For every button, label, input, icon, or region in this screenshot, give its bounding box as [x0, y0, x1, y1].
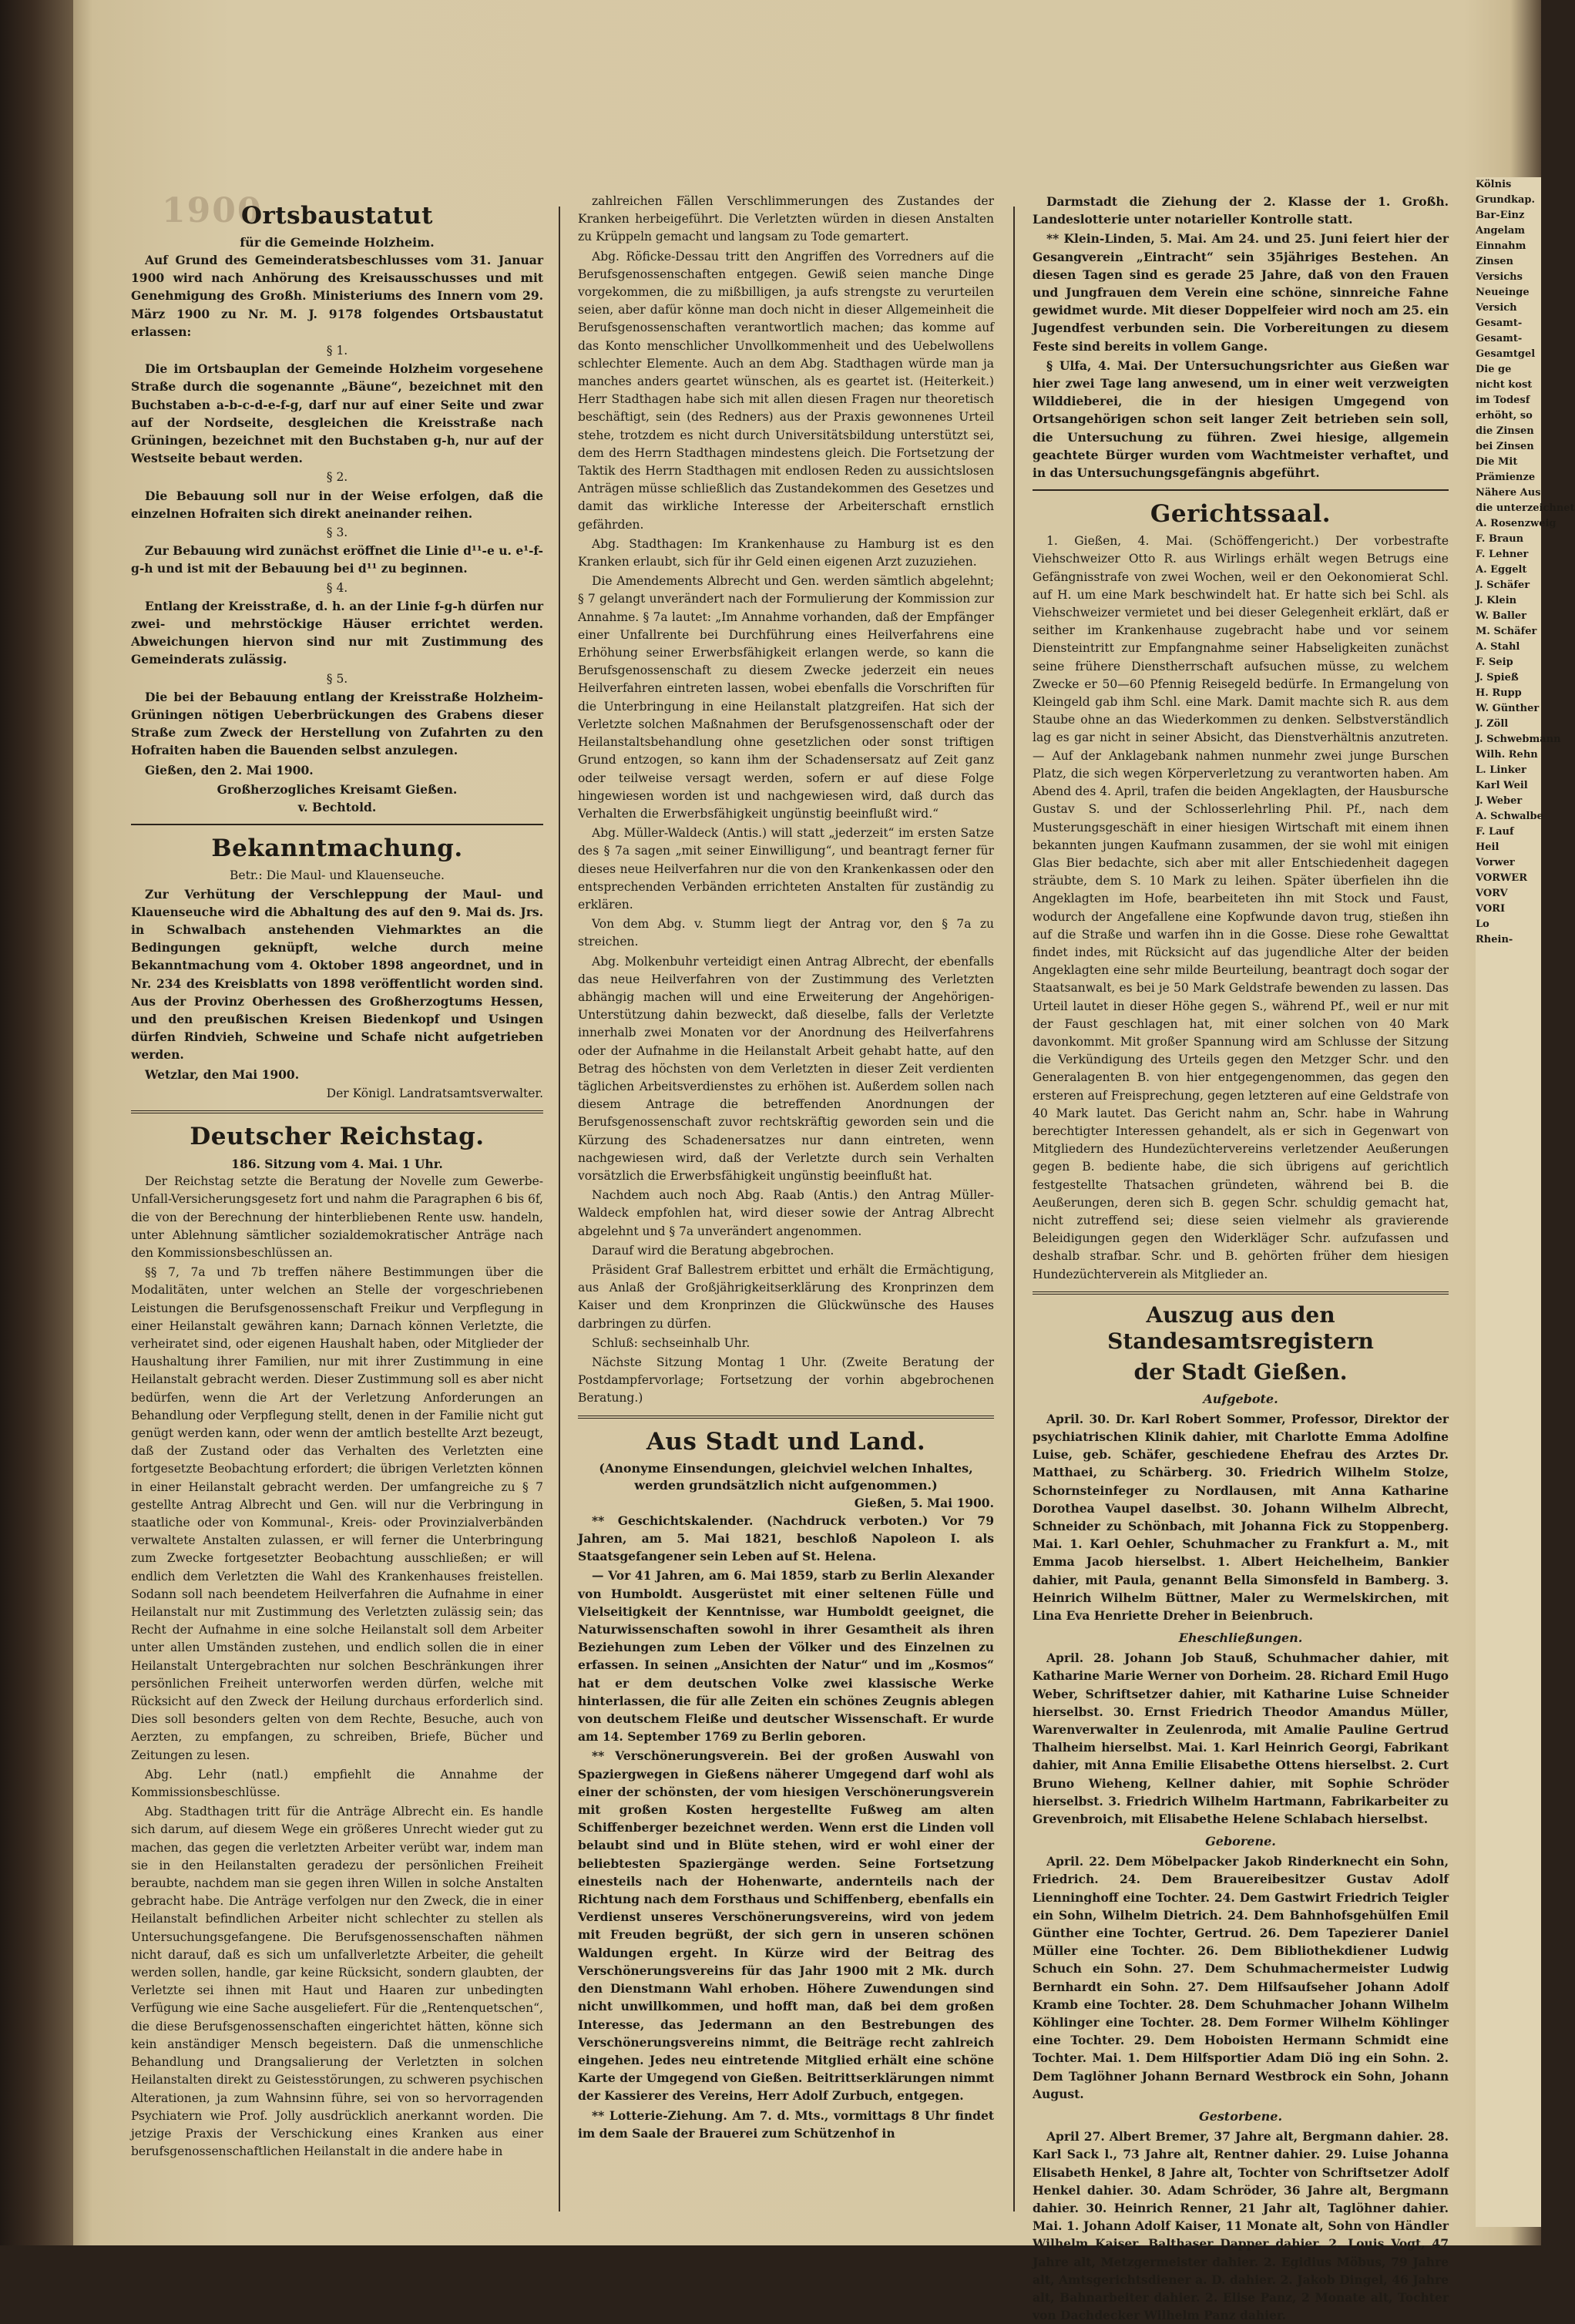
bekanntmachung-subject: Betr.: Die Maul- und Klauenseuche.	[230, 868, 445, 883]
column-2	[578, 193, 994, 2211]
bekanntmachung-text: Zur Verhütung der Verschleppung der Maul- und Klauenseuche wird die Abhaltung des auf den 9. Mai ds. Jrs. in Schwalbach anstehenden Viehmarktes an die Bedingungen geknüpft, welche durch meine Bekanntmachung vom 4. Oktober 1898 angeordnet, und in Nr. 234 des Kreisblatts von 1898 veröffentlicht worden sind. Aus der Provinz Oberhessen des Großherzogtums Hessen, und den preußischen Kreisen Biedenkopf und Usingen dürfen Rindvieh, Schweine und Schafe nicht aufgetrieben werden.	[131, 886, 543, 1063]
strip-line: Einnahm	[1476, 240, 1526, 252]
divider	[131, 824, 543, 825]
strip-line: Die ge	[1476, 364, 1512, 375]
strip-line: Rhein-	[1476, 934, 1513, 945]
news-item: § Ulfa, 4. Mai. Der Untersuchungsrichter aus Gießen war hier zwei Tage lang anwesend, um in einer weit verzweigten Wilddieberei, die in der hiesigen Umgegend von Ortsangehörigen schon seit langer Zeit betrieben sein soll, die Untersuchung zu führen. Zwei hiesige, allgemein geachtete Bürger wurden vom Wachtmeister verhaftet, und in das Untersuchungsgefängnis abgeführt.	[1033, 358, 1449, 481]
strip-line: A. Eggelt	[1476, 564, 1527, 576]
strip-line: F. Lehner	[1476, 549, 1529, 560]
strip-line: Gesamtgel	[1476, 348, 1536, 360]
column-rule	[559, 207, 560, 2211]
reichstag-sitting: 186. Sitzung vom 4. Mai. 1 Uhr.	[231, 1156, 443, 1171]
strip-line: J. Klein	[1476, 595, 1517, 606]
reichstag-text: Die Amendements Albrecht und Gen. werden sämtlich abgelehnt; § 7 gelangt unverändert nach der Formulierung der Kommission zur Annahme. § 7a lautet: „Im Annahme vorhanden, daß der Empfänger einer Unfallrente bei Durchführung eines Heilverfahrens eine Erhöhung seiner Erwerbsfähigkeit erlangen werde, so kann die Berufsgenossenschaft zu diesem Zwecke jederzeit ein neues Heilverfahren eintreten lassen, wobei ebenfalls die Vorschriften für die Unterbringung in eine Heilanstalt platzgreifen. Hat sich der Verletzte solchen Maßnahmen der Berufsgenossenschaft oder der Heilanstaltsbehandlung ohne gesetzlichen oder sonst triftigen Grund entzogen, so kann ihm der Schadensersatz auf Zeit ganz oder teilweise versagt werden, sofern er auf diese Folge hingewiesen worden ist und nachgewiesen wird, daß durch das Verhalten die Erwerbsfähigkeit ungünstig beeinflußt wird.“	[578, 574, 994, 821]
strip-line: M. Schäfer	[1476, 626, 1537, 637]
strip-line: bei Zinsen	[1476, 441, 1534, 452]
divider	[1033, 489, 1449, 491]
strip-line: A. Schwalbe	[1476, 811, 1543, 822]
reichstag-text: Abg. Stadthagen: Im Krankenhause zu Hamburg ist es den Kranken erlaubt, sich für ihr Geld einen eigenen Arzt zuzuziehen.	[578, 536, 994, 569]
ortsbaustatut-date: Gießen, den 2. Mai 1900.	[145, 762, 314, 777]
news-item: Darmstadt die Ziehung der 2. Klasse der 1. Großh. Landeslotterie unter notarieller Kontrolle statt.	[1033, 194, 1449, 227]
strip-line: VORWER	[1476, 872, 1528, 884]
section-gestorbene: Gestorbene.	[1198, 2109, 1283, 2124]
strip-line: F. Braun	[1476, 533, 1524, 545]
paragraph-number: § 3.	[326, 526, 348, 540]
divider	[1033, 1291, 1449, 1295]
strip-line: Nähere Aus	[1476, 487, 1541, 499]
reichstag-text: Der Reichstag setzte die Beratung der Novelle zum Gewerbe-Unfall-Versicherungsgesetz fort und nahm die Paragraphen 6 bis 6f, die von der Berechnung der hinterbliebenen Rente usw. handeln, unter Ablehnung sämtlicher sozialdemokratischer Anträge nach den Kommissionsbeschlüssen an.	[131, 1174, 543, 1260]
reichstag-text: Nächste Sitzung Montag 1 Uhr. (Zweite Beratung der Postdampfervorlage; Fortsetzung der vorhin abgebrochenen Beratung.)	[578, 1355, 994, 1405]
strip-line: VORI	[1476, 903, 1506, 915]
news-item: ** Klein-Linden, 5. Mai. Am 24. und 25. Juni feiert hier der Gesangverein „Eintracht“ sein 35jähriges Bestehen. An diesen Tagen sind es gerade 25 Jahre, daß von den Frauen und Jungfrauen dem Verein eine schöne, sinnreiche Fahne gewidmet wurde. Mit dieser Doppelfeier wird noch am 25. ein Jugendfest verbunden sein. Die Vorbereitungen zu diesem Feste sind bereits in vollem Gange.	[1033, 231, 1449, 354]
strip-line: J. Zöll	[1476, 718, 1509, 730]
paragraph-number: § 2.	[326, 470, 348, 485]
section-aufgebote: Aufgebote.	[1203, 1391, 1278, 1406]
strip-line: nicht kost	[1476, 379, 1533, 391]
column-rule	[1013, 207, 1015, 2211]
reichstag-text: Abg. Lehr (natl.) empfiehlt die Annahme der Kommissionsbeschlüsse.	[131, 1767, 543, 1800]
reichstag-title: Deutscher Reichstag.	[190, 1122, 485, 1150]
strip-line: die unterzeichnet	[1476, 502, 1575, 514]
strip-line: die Zinsen	[1476, 425, 1534, 437]
ortsbaustatut-signature: v. Bechtold.	[297, 800, 377, 815]
reichstag-text: Abg. Stadthagen tritt für die Anträge Albrecht ein. Es handle sich darum, auf diesem Wege ein größeres Unrecht wieder gut zu machen, das gegen die verletzten Arbeiter verübt war, indem man sie in den Heilanstalten geradezu der persönlichen Freiheit beraubte, nachdem man sie gegen ihren Willen in solche Anstalten gebracht habe. Die Anträge verfolgen nur den Zweck, die in einer Heilanstalt befindlichen Arbeiter nicht schlechter zu stellen als Untersuchungsgefangene. Die Berufsgenossenschaften nähmen nicht darauf, daß es sich um unfallverletzte Arbeiter, die geheilt werden sollen, handle, gar keine Rücksicht, sondern glaubten, der Verletzte sei ihnen mit Haut und Haaren zur unbedingten Verfügung wie eine Sache ausgeliefert. Für die „Rentenquetschen“, die diese Berufsgenossenschaften eingerichtet hätten, könne sich kein anständiger Mensch begeistern. Daß die unmenschliche Behandlung und Drangsalierung der Verletzten in solchen Heilanstalten direkt zu Geistesstörungen, zu schweren psychischen Alterationen, ja zum Wahnsinn führe, sei von so hervorragenden Psychiatern wie Prof. Jolly ausdrücklich anerkannt worden. Die jetzige Praxis der Verschickung eines Kranken aus einer berufsgenossenschaftlichen Heilanstalt in die andere habe in	[131, 1805, 543, 2159]
aus-stadt-title: Aus Stadt und Land.	[646, 1427, 926, 1456]
strip-line: Heil	[1476, 841, 1499, 853]
paragraph-text: Die Bebauung soll nur in der Weise erfolgen, daß die einzelnen Hofraiten sich direkt aneinander reihen.	[131, 488, 543, 521]
strip-line: J. Schwebmann	[1476, 734, 1561, 745]
strip-line: L. Linker	[1476, 764, 1526, 776]
strip-line: Kölnis	[1476, 179, 1512, 190]
reichstag-text: §§ 7, 7a und 7b treffen nähere Bestimmungen über die Modalitäten, unter welchen an Stelle der vorgeschriebenen Leistungen die Berufsgenossenschaft Freikur und Verpflegung in einer Heilanstalt gewähren kann; Darnach können Verletzte, die verheiratet sind, oder eigenen Haushalt haben, oder Mitglieder der Haushaltung ihrer Familien, nur mit ihrer Zustimmung in eine Heilanstalt gebracht werden. Dieser Zustimmung soll es aber nicht bedürfen, wenn die Art der Verletzung Anforderungen an Behandlung oder Verpflegung stellt, denen in der Familie nicht gut genügt werden kann, oder wenn der amtlich bestellte Arzt bezeugt, daß der Zustand oder das Verhalten des Verletzten eine fortgesetzte Beobachtung erfordert; die übrigen Verletzten können in einer Heilanstalt gebracht werden. Der umfangreiche zu § 7 gestellte Antrag Albrecht und Gen. will nur die Verbringung in staatliche oder von Kommunal-, Kreis- oder Provinzialverbänden verwaltete Anstalten zulassen, er will ferner die Unterbringung zum Zwecke fortgesetzter Beobachtung ausschließen; er will endlich dem Verletzten die Wahl des Krankenhauses freistellen. Sodann soll nach beendetem Heilverfahren die Aufnahme in einer Heilanstalt nur mit Zustimmung des Verletzten zulässig sein; das Recht der Aufnahme in eine solche Heilanstalt soll dem Arbeiter unter allen Umständen zustehen, und endlich sollen die in einer Heilanstalt Untergebrachten nur solchen Beschränkungen ihrer persönlichen Freiheit unterworfen werden dürfen, welche mit Rücksicht auf den Zweck der Heilung durchaus erforderlich sind. Dies soll besonders gelten von dem Rechte, Besuche, auch von Aerzten, zu empfangen, zu schreiben, Briefe, Bücher und Zeitungen zu lesen.	[131, 1265, 543, 1762]
divider	[131, 1110, 543, 1113]
strip-line: A. Stahl	[1476, 641, 1520, 653]
aus-stadt-note: (Anonyme Einsendungen, gleichviel welchen Inhaltes, werden grundsätzlich nicht aufgenommen.)	[599, 1460, 973, 1493]
reichstag-text: Abg. Müller-Waldeck (Antis.) will statt „jederzeit“ im ersten Satze des § 7a sagen „mit seiner Einwilligung“, und beantragt ferner für dieses neue Heilverfahren nur die von den Krankenkassen oder den entsprechenden Verbänden errichteten Anstalten für zuständig zu erklären.	[578, 826, 994, 912]
strip-line: Prämienze	[1476, 472, 1536, 483]
reichstag-text: Abg. Molkenbuhr verteidigt einen Antrag Albrecht, der ebenfalls das neue Heilverfahren von der Zustimmung des Verletzten abhängig machen will und eine Erweiterung der Angehörigen-Unterstützung dahin bezweckt, daß dieselbe, falls der Verletzte innerhalb zwei Monaten vor der Anordnung des Heilverfahrens oder der Aufnahme in die Heilanstalt Arbeit gehabt hatte, auf den Betrag des höchsten von dem Verletzten in dieser Zeit verdienten täglichen Arbeitsverdienstes zu erhöhen ist. Außerdem sollen nach diesem Antrage die betreffenden Anordnungen der Berufsgenossenschaft zuvor rechtskräftig geworden sein und die Kürzung des Schadenersatzes nur dann eintreten, wenn nachgewiesen wird, daß der Verletzte durch sein Verhalten vorsätzlich die Erwerbsfähigkeit ungünstig beeinflußt hat.	[578, 954, 994, 1183]
strip-line: J. Schäfer	[1476, 579, 1530, 591]
adjacent-page-strip	[1476, 177, 1575, 2227]
strip-line: VORV	[1476, 888, 1508, 899]
paragraph-number: § 5.	[326, 671, 348, 686]
bekanntmachung-date: Wetzlar, den Mai 1900.	[145, 1066, 300, 1082]
paragraph-number: § 4.	[326, 580, 348, 595]
ortsbaustatut-subtitle: für die Gemeinde Holzheim.	[240, 235, 435, 250]
strip-line: Versich	[1476, 302, 1517, 314]
standesamt-title: Auszug aus den Standesamtsregistern	[1107, 1301, 1374, 1354]
strip-line: Versichs	[1476, 271, 1523, 283]
news-item: ** Geschichtskalender. (Nachdruck verboten.) Vor 79 Jahren, am 5. Mai 1821, beschloß Napoleon I. als Staatsgefangener sein Leben auf St. Helena.	[578, 1513, 994, 1564]
year-stamp: 1900	[162, 191, 263, 230]
ortsbaustatut-authority: Großherzogliches Kreisamt Gießen.	[217, 781, 458, 797]
reichstag-text: Von dem Abg. v. Stumm liegt der Antrag vor, den § 7a zu streichen.	[578, 917, 994, 949]
paragraph-number: § 1.	[326, 344, 348, 358]
gerichtssaal-title: Gerichtssaal.	[1150, 500, 1332, 529]
reichstag-text: zahlreichen Fällen Verschlimmerungen des Zustandes der Kranken herbeigeführt. Die Verletzten würden in diesen Anstalten zu Krüppeln gemacht und langsam zu Tode gemartert.	[578, 194, 994, 244]
newspaper-page	[131, 193, 1449, 2323]
column-1	[131, 193, 543, 2211]
strip-line: Vorwer	[1476, 857, 1515, 868]
bekanntmachung-title: Bekanntmachung.	[211, 835, 463, 863]
strip-line: Wilh. Rehn	[1476, 749, 1538, 761]
divider	[578, 1416, 994, 1419]
section-geborene: Geborene.	[1205, 1834, 1276, 1849]
strip-line: Gesamt-	[1476, 317, 1523, 329]
standesamt-title-line2: der Stadt Gießen.	[1133, 1358, 1348, 1385]
strip-line: Bar-Einz	[1476, 210, 1525, 221]
strip-line: F. Seip	[1476, 657, 1513, 668]
strip-line: Zinsen	[1476, 256, 1513, 267]
paragraph-text: Entlang der Kreisstraße, d. h. an der Linie f-g-h dürfen nur zwei- und mehrstöckige Häuser errichtet werden. Abweichungen hiervon sind nur mit Zustimmung des Gemeinderats zulässig.	[131, 598, 543, 667]
gerichtssaal-text: 1. Gießen, 4. Mai. (Schöffengericht.) Der vorbestrafte Viehschweizer Otto R. aus Wirlings erhält wegen Betrugs eine Gefängnisstrafe von zwei Wochen, weil er den Oekonomierat Schl. auf H. um eine Mark beschwindelt hat. Er hatte sich bei Schl. als Viehschweizer vermietet und bei dieser Gelegenheit erklärt, daß er seither im Krankenhause zugebracht habe und vor seinem Diensteintritt zur Empfangnahme seiner Habseligkeiten zunächst seine frühere Dienstherrschaft aufsuchen müsse, zu welchem Zwecke er 50—60 Pfennig Reisegeld bedürfe. In Ermangelung von Kleingeld gab ihm Schl. eine Mark. Damit machte sich R. aus dem Staube ohne an das Wiederkommen zu denken. Selbstverständlich lag es gar nicht in seiner Absicht, das Dienstverhältnis anzutreten. — Auf der Anklagebank nahmen nunmehr zwei junge Burschen Platz, die sich wegen Körperverletzung zu verantworten haben. Am Abend des 4. April, trafen die beiden Angeklagten, der Hausbursche Gustav S. und der Schlosserlehrling Phil. Pf., nach dem Musterungsgeschäft in einer hiesigen Wirtschaft mit einem ihnen bekannten jungen Kaufmann zusammen, der sie wohl mit einigen Glas Bier bedachte, sich aber mit aller Entschiedenheit dagegen sträubte, dem S. 10 Mark zu leihen. Später überfielen ihn die Angeklagten im Hofe, bearbeiteten ihn mit Stock und Faust, wodurch der Angefallene eine Kopfwunde davon trug, stießen ihn auf die Straße und warfen ihn in die Gosse. Diese rohe Gewalttat findet indes, mit Rücksicht auf das jugendliche Alter der beiden Angeklagten eine sehr milde Beurteilung, beantragt doch sogar der Staatsanwalt, es bei je 50 Mark Geldstrafe bewenden zu lassen. Das Urteil lautet in dieser Höhe gegen S., während Pf., weil er nur mit der Faust geschlagen hat, mit einer solchen von 40 Mark davonkommt. Mit großer Spannung wird am Schlusse der Sitzung die Verkündigung des Urteils gegen den Metzger Schr. und den Generalagenten B. von hier entgegengenommen, das gegen den ersteren auf Freisprechung, gegen letzteren auf eine Geldstrafe von 40 Mark lautet. Das Gericht nahm an, Schr. habe in Wahrung berechtigter Interessen gehandelt, als er sich in Gegenwart von Mitgliedern des Hundezüchtervereins verletzender Aeußerungen gegen B. bediente habe, die sich übrigens auf gerichtlich festgestellte Thatsachen gründeten, während bei B. die Aeußerungen, deren sich B. gegen Schr. schuldig gemacht hat, nicht zutreffend sei; diese seien vielmehr als gravierende Beleidigungen gegen den Widerkläger Schr. aufzufassen und deshalb strafbar. Schr. und B. gehörten früher dem hiesigen Hundezüchterverein als Mitglieder an.	[1033, 534, 1449, 1281]
strip-line: J. Weber	[1476, 795, 1523, 807]
paragraph-text: Zur Bebauung wird zunächst eröffnet die Linie d¹¹-e u. e¹-f-g-h und ist mit der Bebauung bei d¹¹ zu beginnen.	[131, 543, 543, 576]
reichstag-text: Darauf wird die Beratung abgebrochen.	[592, 1243, 835, 1258]
reichstag-text: Abg. Röficke-Dessau tritt den Angriffen des Vorredners auf die Berufsgenossenschaften entgegen. Gewiß seien manche Dinge vorgekommen, die zu mißbilligen, ja aufs strengste zu verurteilen seien, aber dafür könne man doch nicht in dieser Allgemeinheit die Berufsgenossenschaften verantwortlich machen; das komme auf das Konto menschlicher Unvollkommenheit und des Uebelwollens schlechter Elemente. Auch an dem Abg. Stadthagen würde man ja manches anders geartet wünschen, als es geartet ist. (Heiterkeit.) Herr Stadthagen habe sich mit allen diesen Fragen nur theoretisch beschäftigt, sein (des Redners) aus der Praxis gewonnenes Urteil stehe, trotzdem es nicht durch Universitätsbildung unterstützt sei, dem des Herrn Stadthagen mindestens gleich. Die Fortsetzung der Taktik des Herrn Stadthagen mit endlosen Reden zu aussichtslosen Anträgen müsse schließlich das Zustandekommen des Gesetzes und damit das wirkliche Interesse der Arbeiterschaft ernstlich gefährden.	[578, 249, 994, 532]
paragraph-text: Die bei der Bebauung entlang der Kreisstraße Holzheim-Grüningen nötigen Ueberbrückungen des Grabens dieser Straße zum Zweck der Herstellung von Zufahrten zu den Hofraiten haben die Bauenden selbst anzulegen.	[131, 689, 543, 758]
book-binding	[0, 0, 73, 2245]
strip-line: A. Rosenzweig	[1476, 518, 1557, 529]
bekanntmachung-signature: Der Königl. Landratsamtsverwalter.	[326, 1086, 543, 1100]
news-item: ** Verschönerungsverein. Bei der großen Auswahl von Spaziergwegen in Gießens näherer Umgegend darf wohl als einer der schönsten, der vom hiesigen Verschönerungsverein mit großen Kosten hergestellte Fußweg am alten Schiffenberger bezeichnet werden. Wenn erst die Linden voll belaubt sind und in Blüte stehen, wird er wohl einer der beliebtesten Spaziergänge werden. Seine Fortsetzung einesteils nach der Hohenwarte, andernteils nach der Richtung nach dem Forsthaus und Schiffenberg, ebenfalls ein Verdienst unseres Verschönerungsvereins, wird von jedem mit Freuden begrüßt, der sich gern in unseren schönen Waldungen ergeht. In Kürze wird der Beitrag des Verschönerungsvereins für das Jahr 1900 mit 2 Mk. durch den Dienstmann Wahl erhoben. Höhere Zuwendungen sind nicht unwillkommen, und hofft man, daß bei dem großen Interesse, das Jedermann an den Bestrebungen des Verschönerungsvereins nimmt, die Beiträge recht zahlreich eingehen. Jedes neu eintretende Mitglied erhält eine schöne Karte der Umgegend von Gießen. Beitrittserklärungen nimmt der Kassierer des Vereins, Herr Adolf Zurbuch, entgegen.	[578, 1748, 994, 2104]
strip-line: im Todesf	[1476, 395, 1530, 406]
strip-line: Angelam	[1476, 225, 1526, 237]
strip-line: Lo	[1476, 919, 1489, 930]
aus-stadt-date: Gießen, 5. Mai 1900.	[854, 1495, 994, 1510]
strip-line: H. Rupp	[1476, 687, 1522, 699]
strip-line: Neueinge	[1476, 287, 1530, 298]
strip-line: Gesamt-	[1476, 333, 1523, 344]
strip-line: W. Baller	[1476, 610, 1527, 622]
ortsbaustatut-title: Ortsbaustatut	[241, 202, 433, 230]
reichstag-text: Nachdem auch noch Abg. Raab (Antis.) den Antrag Müller-Waldeck empfohlen hat, wird dieser sowie der Antrag Albrecht abgelehnt und § 7a unverändert angenommen.	[578, 1188, 994, 1238]
strip-line: J. Spieß	[1476, 672, 1519, 683]
strip-line: W. Günther	[1476, 703, 1540, 714]
reichstag-text: Präsident Graf Ballestrem erbittet und erhält die Ermächtigung, aus Anlaß der Großjährigkeitserklärung des Kronprinzen dem Kaiser und dem Kronprinzen die Glückwünsche des Hauses darbringen zu dürfen.	[578, 1262, 994, 1331]
column-3	[1033, 193, 1449, 2323]
reichstag-text: Schluß: sechseinhalb Uhr.	[592, 1335, 751, 1350]
gestorbene-text: April 27. Albert Bremer, 37 Jahre alt, Bergmann dahier. 28. Karl Sack l., 73 Jahre alt, Rentner dahier. 29. Luise Johanna Elisabeth Henkel, 8 Jahre alt, Tochter von Schriftsetzer Adolf Henkel dahier. 30. Adam Schröder, 36 Jahre alt, Bergmann dahier. 30. Heinrich Renner, 21 Jahr alt, Taglöhner dahier. Mai. 1. Johann Adolf Kaiser, 11 Monate alt, Sohn von Händler Wilhelm Kaiser. Balthaser Dapper dahier. 2. Louis Vogt, 47 Jahre alt, Metzgermeister dahier. 2. Egidius Möbus, 79 Jahre alt, Amtsgerichtsdiener a. D. dahier. 2. Jakob Dingel, 46 Jahre alt, Bahnarbeiter dahier. 2. Elise Panz, 2 Monate alt, Tochter von Dachdecker Wilhelm Panz dahier.	[1033, 2129, 1449, 2323]
paragraph-text: Die im Ortsbauplan der Gemeinde Holzheim vorgesehene Straße durch die sogenannte „Bäune“, bezeichnet mit den Buchstaben a-b-c-d-e-f-g, darf nur auf einer Seite und zwar auf der Nordseite, desgleichen die Kreisstraße nach Grüningen, bezeichnet mit den Buchstaben g-h, nur auf der Westseite bebaut werden.	[131, 361, 543, 466]
news-item: ** Lotterie-Ziehung. Am 7. d. Mts., vormittags 8 Uhr findet im dem Saale der Brauerei zum Schützenhof in	[578, 2107, 994, 2141]
news-item: — Vor 41 Jahren, am 6. Mai 1859, starb zu Berlin Alexander von Humboldt. Ausgerüstet mit einer seltenen Fülle und Vielseitigkeit der Kenntnisse, war Humboldt geeignet, die Naturwissenschaften sowohl in ihrer Gesamtheit als ihren Beziehungen zum Leben der Völker und des Einzelnen zu erfassen. In seinen „Ansichten der Natur“ und im „Kosmos“ hat er dem deutschen Volke zwei klassische Werke hinterlassen, die für alle Zeiten ein schönes Zeugnis ablegen von deutschem Fleiße und deutscher Wissenschaft. Er wurde am 14. September 1769 zu Berlin geboren.	[578, 1568, 994, 1745]
strip-line: Grundkap.	[1476, 194, 1535, 206]
strip-line: F. Lauf	[1476, 826, 1514, 838]
geborene-text: April. 22. Dem Möbelpacker Jakob Rinderknecht ein Sohn, Friedrich. 24. Dem Brauereibesitzer Gustav Adolf Lienninghoff eine Tochter. 24. Dem Gastwirt Friedrich Teigler ein Sohn, Wilhelm Dietrich. 24. Dem Bahnhofsgehülfen Emil Günther eine Tochter, Gertrud. 26. Dem Tapezierer Daniel Müller eine Tochter. 26. Dem Bibliothekdiener Ludwig Schuch ein Sohn. 27. Dem Schuhmachermeister Ludwig Bernhardt ein Sohn. 27. Dem Hilfsaufseher Johann Adolf Kramb eine Tochter. 28. Dem Schuhmacher Johann Wilhelm Köhlinger eine Tochter. 28. Dem Former Wilhelm Köhlinger eine Tochter. 29. Dem Hoboisten Hermann Schmidt eine Tochter. Mai. 1. Dem Hilfsportier Adam Diö ing ein Sohn. 2. Dem Taglöhner Johann Bernard Westbrock ein Sohn, Johann August.	[1033, 1854, 1449, 2101]
section-eheschliessungen: Eheschließungen.	[1178, 1630, 1303, 1646]
strip-line: Die Mit	[1476, 456, 1518, 468]
strip-line: Karl Weil	[1476, 780, 1528, 791]
strip-line: erhöht, so	[1476, 410, 1533, 421]
eheschliessungen-text: April. 28. Johann Job Stauß, Schuhmacher dahier, mit Katharine Marie Werner von Dorheim. 28. Richard Emil Hugo Weber, Schriftsetzer dahier, mit Katharine Luise Schneider hierselbst. 30. Ernst Friedrich Theodor Amandus Müller, Warenverwalter in Zeulenroda, mit Amalie Pauline Gertrud Thalheim hierselbst. Mai. 1. Karl Heinrich Georgi, Fabrikant dahier, mit Anna Emilie Elisabethe Ottens hierselbst. 2. Curt Bruno Wieheng, Kellner dahier, mit Sophie Schröder hierselbst. 3. Friedrich Wilhelm Hartmann, Fabrikarbeiter zu Grevenbroich, mit Elisabethe Helene Schlabach hierselbst.	[1033, 1651, 1449, 1827]
aufgebote-text: April. 30. Dr. Karl Robert Sommer, Professor, Direktor der psychiatrischen Klinik dahier, mit Charlotte Emma Adolfine Luise, geb. Schäfer, geschiedene Ehefrau des Arztes Dr. Matthaei, zu Schärberg. 30. Friedrich Wilhelm Stolze, Schornsteinfeger zu Nordlausen, mit Anna Katharine Dorothea Vaupel daselbst. 30. Johann Wilhelm Albrecht, Schneider zu Schönbach, mit Johanna Fick zu Stoppenberg. Mai. 1. Karl Oehler, Schuhmacher zu Frankfurt a. M., mit Emma Jacob hierselbst. 1. Albert Heichelheim, Bankier dahier, mit Paula, genannt Bella Simonsfeld in Bamberg. 3. Heinrich Wilhelm Büttner, Maler zu Wermelskirchen, mit Lina Eva Henriette Dreher in Beienbruch.	[1033, 1411, 1449, 1624]
ortsbaustatut-intro: Auf Grund des Gemeinderatsbeschlusses vom 31. Januar 1900 wird nach Anhörung des Kreisausschusses und mit Genehmigung des Großh. Ministeriums des Innern vom 29. März 1900 zu Nr. M. J. 9178 folgendes Ortsbaustatut erlassen:	[131, 253, 543, 339]
